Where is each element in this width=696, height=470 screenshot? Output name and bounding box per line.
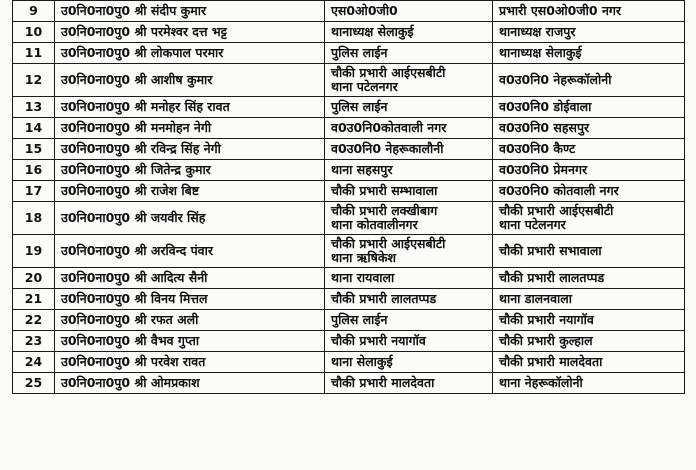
- current-posting-cell: [325, 235, 493, 268]
- new-posting-cell-text: चौकी प्रभारी मालदेवता: [499, 354, 603, 369]
- new-posting-cell-text: व0उ0नि0 कैण्ट: [499, 141, 576, 156]
- serial-number-cell: [13, 22, 55, 43]
- officer-name-cell: [55, 289, 325, 310]
- officer-name-cell: [55, 235, 325, 268]
- officer-name-cell-text: उ0नि0ना0पु0 श्री आदित्य सैनी: [61, 270, 208, 285]
- new-posting-cell: [493, 181, 685, 202]
- current-posting-cell-text: चौकी प्रभारी लक्खीबाग थाना कोतवालीनगर: [331, 203, 438, 232]
- serial-number-cell-text: 16: [24, 162, 43, 177]
- officer-name-cell-text: उ0नि0ना0पु0 श्री जितेन्द्र कुमार: [61, 162, 211, 177]
- officer-name-cell-text: उ0नि0ना0पु0 श्री मनमोहन नेगी: [61, 120, 212, 135]
- table-row: [13, 310, 685, 331]
- current-posting-cell-text: व0उ0नि0कोतवाली नगर: [331, 120, 447, 135]
- officer-name-cell-text: उ0नि0ना0पु0 श्री वैभव गुप्ता: [61, 333, 200, 348]
- serial-number-cell-text: 18: [24, 210, 43, 225]
- serial-number-cell: [13, 181, 55, 202]
- current-posting-cell-text: पुलिस लाईन: [331, 312, 388, 327]
- table-row: [13, 118, 685, 139]
- new-posting-cell: [493, 97, 685, 118]
- current-posting-cell-text: थाना सहसपुर: [331, 162, 393, 177]
- table-row: [13, 181, 685, 202]
- officer-name-cell-text: उ0नि0ना0पु0 श्री जयवीर सिंह: [61, 210, 206, 225]
- serial-number-cell-text: 19: [24, 243, 43, 258]
- officer-name-cell-text: उ0नि0ना0पु0 श्री परवेश रावत: [61, 354, 206, 369]
- current-posting-cell: [325, 118, 493, 139]
- officer-name-cell: [55, 202, 325, 235]
- serial-number-cell-text: 9: [29, 3, 38, 18]
- new-posting-cell-text: व0उ0नि0 प्रेमनगर: [499, 162, 588, 177]
- current-posting-cell-text: चौकी प्रभारी सम्भावाला: [331, 183, 438, 198]
- table-row: [13, 352, 685, 373]
- new-posting-cell-text: थाना डालनवाला: [499, 291, 572, 306]
- current-posting-cell: [325, 160, 493, 181]
- current-posting-cell: [325, 268, 493, 289]
- current-posting-cell-text: पुलिस लाईन: [331, 99, 388, 114]
- current-posting-cell: [325, 22, 493, 43]
- officer-name-cell-text: उ0नि0ना0पु0 श्री रफत अली: [61, 312, 199, 327]
- serial-number-cell: [13, 202, 55, 235]
- current-posting-cell: [325, 289, 493, 310]
- current-posting-cell-text: थानाध्यक्ष सेलाकुई: [331, 24, 414, 39]
- new-posting-cell: [493, 43, 685, 64]
- current-posting-cell: [325, 352, 493, 373]
- officer-name-cell-text: उ0नि0ना0पु0 श्री राजेश बिष्ट: [61, 183, 200, 198]
- table-row: [13, 373, 685, 394]
- serial-number-cell: [13, 268, 55, 289]
- officer-name-cell-text: उ0नि0ना0पु0 श्री अरविन्द पंवार: [61, 243, 213, 258]
- current-posting-cell-text: पुलिस लाईन: [331, 45, 388, 60]
- table-row: [13, 202, 685, 235]
- new-posting-cell: [493, 235, 685, 268]
- officer-name-cell: [55, 118, 325, 139]
- officer-name-cell: [55, 43, 325, 64]
- new-posting-cell-text: व0उ0नि0 डोईवाला: [499, 99, 592, 114]
- new-posting-cell-text: चौकी प्रभारी लालतप्पड: [499, 270, 605, 285]
- officer-name-cell: [55, 160, 325, 181]
- current-posting-cell-text: चौकी प्रभारी आईएसबीटी थाना ऋषिकेश: [331, 236, 446, 265]
- serial-number-cell-text: 17: [24, 183, 43, 198]
- serial-number-cell: [13, 352, 55, 373]
- current-posting-cell-text: एस0ओ0जी0: [331, 3, 398, 18]
- new-posting-cell: [493, 331, 685, 352]
- new-posting-cell-text: चौकी प्रभारी सभावाला: [499, 243, 602, 258]
- table-row: [13, 235, 685, 268]
- officer-name-cell: [55, 310, 325, 331]
- new-posting-cell: [493, 268, 685, 289]
- officer-name-cell: [55, 181, 325, 202]
- new-posting-cell: [493, 373, 685, 394]
- new-posting-cell-text: चौकी प्रभारी कुल्हाल: [499, 333, 593, 348]
- serial-number-cell-text: 15: [24, 141, 43, 156]
- serial-number-cell: [13, 43, 55, 64]
- new-posting-cell-text: चौकी प्रभारी आईएसबीटी थाना पटेलनगर: [499, 203, 614, 232]
- current-posting-cell: [325, 181, 493, 202]
- new-posting-cell: [493, 64, 685, 97]
- serial-number-cell-text: 22: [24, 312, 43, 327]
- current-posting-cell-text: चौकी प्रभारी लालतप्पड: [331, 291, 437, 306]
- table-row: [13, 331, 685, 352]
- officer-name-cell: [55, 352, 325, 373]
- serial-number-cell: [13, 1, 55, 22]
- serial-number-cell: [13, 118, 55, 139]
- current-posting-cell-text: चौकी प्रभारी नयागॉव: [331, 333, 426, 348]
- officer-name-cell: [55, 97, 325, 118]
- new-posting-cell: [493, 202, 685, 235]
- serial-number-cell-text: 25: [24, 375, 43, 390]
- serial-number-cell: [13, 160, 55, 181]
- new-posting-cell-text: थानाध्यक्ष राजपुर: [499, 24, 576, 39]
- new-posting-cell-text: व0उ0नि0 सहसपुर: [499, 120, 590, 135]
- serial-number-cell-text: 12: [24, 72, 43, 87]
- officer-name-cell: [55, 1, 325, 22]
- table-row: [13, 160, 685, 181]
- serial-number-cell-text: 14: [24, 120, 43, 135]
- officer-name-cell-text: उ0नि0ना0पु0 श्री आशीष कुमार: [61, 72, 213, 87]
- officer-name-cell: [55, 373, 325, 394]
- current-posting-cell-text: थाना रायवाला: [331, 270, 395, 285]
- current-posting-cell: [325, 1, 493, 22]
- current-posting-cell: [325, 139, 493, 160]
- officer-name-cell-text: उ0नि0ना0पु0 श्री संदीप कुमार: [61, 3, 207, 18]
- current-posting-cell-text: चौकी प्रभारी मालदेवता: [331, 375, 435, 390]
- transfer-table-body: [13, 1, 685, 394]
- current-posting-cell-text: थाना सेलाकुई: [331, 354, 393, 369]
- officer-name-cell: [55, 139, 325, 160]
- serial-number-cell: [13, 139, 55, 160]
- table-row: [13, 22, 685, 43]
- current-posting-cell: [325, 43, 493, 64]
- officer-name-cell-text: उ0नि0ना0पु0 श्री रविन्द्र सिंह नेगी: [61, 141, 221, 156]
- serial-number-cell-text: 13: [24, 99, 43, 114]
- new-posting-cell: [493, 118, 685, 139]
- new-posting-cell: [493, 22, 685, 43]
- new-posting-cell-text: थानाध्यक्ष सेलाकुई: [499, 45, 582, 60]
- serial-number-cell: [13, 64, 55, 97]
- serial-number-cell-text: 11: [24, 45, 43, 60]
- new-posting-cell: [493, 139, 685, 160]
- serial-number-cell: [13, 289, 55, 310]
- current-posting-cell: [325, 331, 493, 352]
- serial-number-cell-text: 23: [24, 333, 43, 348]
- new-posting-cell-text: चौकी प्रभारी नयागॉव: [499, 312, 594, 327]
- serial-number-cell-text: 10: [24, 24, 43, 39]
- table-row: [13, 268, 685, 289]
- officer-name-cell-text: उ0नि0ना0पु0 श्री मनोहर सिंह रावत: [61, 99, 230, 114]
- new-posting-cell-text: प्रभारी एस0ओ0जी0 नगर: [499, 3, 622, 18]
- current-posting-cell: [325, 64, 493, 97]
- transfer-table: [12, 0, 685, 394]
- table-row: [13, 139, 685, 160]
- table-row: [13, 97, 685, 118]
- current-posting-cell: [325, 373, 493, 394]
- current-posting-cell: [325, 310, 493, 331]
- table-row: [13, 1, 685, 22]
- officer-name-cell-text: उ0नि0ना0पु0 श्री परमेश्वर दत्त भट्ट: [61, 24, 227, 39]
- serial-number-cell: [13, 310, 55, 331]
- serial-number-cell: [13, 373, 55, 394]
- serial-number-cell-text: 21: [24, 291, 43, 306]
- officer-name-cell: [55, 268, 325, 289]
- officer-name-cell-text: उ0नि0ना0पु0 श्री ओमप्रकाश: [61, 375, 200, 390]
- serial-number-cell: [13, 97, 55, 118]
- serial-number-cell-text: 24: [24, 354, 43, 369]
- new-posting-cell: [493, 160, 685, 181]
- new-posting-cell-text: व0उ0नि0 कोतवाली नगर: [499, 183, 619, 198]
- new-posting-cell: [493, 1, 685, 22]
- serial-number-cell-text: 20: [24, 270, 43, 285]
- current-posting-cell-text: चौकी प्रभारी आईएसबीटी थाना पटेलनगर: [331, 65, 446, 94]
- current-posting-cell: [325, 97, 493, 118]
- officer-name-cell-text: उ0नि0ना0पु0 श्री लोकपाल परमार: [61, 45, 224, 60]
- current-posting-cell-text: व0उ0नि0 नेहरूकालौनी: [331, 141, 444, 156]
- officer-name-cell: [55, 64, 325, 97]
- new-posting-cell-text: थाना नेहरूकॉलोनी: [499, 375, 583, 390]
- officer-name-cell: [55, 22, 325, 43]
- officer-name-cell-text: उ0नि0ना0पु0 श्री विनय मित्तल: [61, 291, 208, 306]
- new-posting-cell: [493, 289, 685, 310]
- table-row: [13, 64, 685, 97]
- new-posting-cell: [493, 352, 685, 373]
- serial-number-cell: [13, 235, 55, 268]
- current-posting-cell: [325, 202, 493, 235]
- new-posting-cell-text: व0उ0नि0 नेहरूकॉलोनी: [499, 72, 612, 87]
- table-row: [13, 43, 685, 64]
- officer-name-cell: [55, 331, 325, 352]
- serial-number-cell: [13, 331, 55, 352]
- table-row: [13, 289, 685, 310]
- new-posting-cell: [493, 310, 685, 331]
